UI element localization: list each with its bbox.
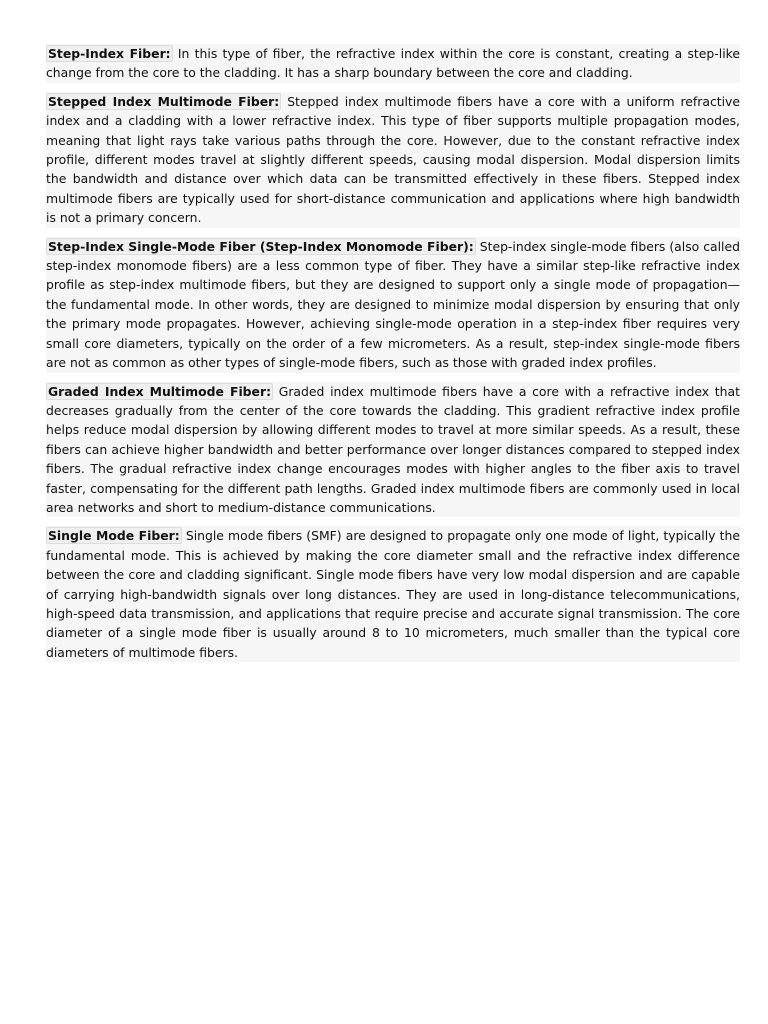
paragraph-step-index-fiber — [46, 44, 740, 83]
term-heading: Stepped Index Multimode Fiber: — [48, 93, 280, 109]
term-heading: Step-Index Single-Mode Fiber (Step-Index Monomode Fiber): — [48, 238, 474, 254]
paragraph-text: Single mode fibers (SMF) are designed to propagate only one mode of light, typically the fundamental mode. This is achieved by making the core diameter small and the refractive index difference between the core and cladding significant. Single mode fibers have very low modal dispersion and are capable of carrying high-bandwidth signals over long distances. They are used in long-distance telecommunications, high-speed data transmission, and applications that require precise and accurate signal transmission. The core diameter of a single mode fiber is usually around 8 to 10 micrometers, much smaller than the typical core diameters of multimode fibers. — [46, 528, 740, 660]
paragraph-graded-index-multimode-fiber — [46, 382, 740, 518]
paragraph-text: Stepped index multimode fibers have a core with a uniform refractive index and a cladding with a lower refractive index. This type of fiber supports multiple propagation modes, meaning that light rays take various paths through the core. However, due to the constant refractive index profile, different modes travel at slightly different speeds, causing modal dispersion. Modal dispersion limits the bandwidth and distance over which data can be transmitted effectively in these fibers. Stepped index multimode fibers are typically used for short-distance communication and applications where high bandwidth is not a primary concern. — [46, 93, 741, 226]
paragraph-text: Step-index single-mode fibers (also called step-index monomode fibers) are a less common type of fiber. They have a similar step-like refractive index profile as step-index multimode fibers, but they are designed to support only a single mode of propagation—the fundamental mode. In other words, they are designed to minimize modal dispersion by ensuring that only the primary mode propagates. However, achieving single-mode operation in a step-index fiber requires very small core diameters, typically on the order of a few micrometers. As a result, step-index single-mode fibers are not as common as other types of single-mode fibers, such as those with graded index profiles. — [46, 238, 740, 371]
paragraph-single-mode-fiber — [46, 526, 740, 662]
document-body — [46, 44, 740, 671]
paragraph-stepped-index-multimode-fiber — [46, 92, 740, 228]
term-heading: Graded Index Multimode Fiber: — [48, 383, 272, 399]
paragraph-text: In this type of fiber, the refractive index within the core is constant, creating a step-like change from the core to the cladding. It has a sharp boundary between the core and cladding. — [46, 46, 740, 81]
paragraph-step-index-single-mode-fiber — [46, 237, 740, 373]
term-heading: Single Mode Fiber: — [48, 528, 180, 544]
paragraph-text: Graded index multimode fibers have a core with a refractive index that decreases gradually from the center of the core towards the cladding. This gradient refractive index profile helps reduce modal dispersion by allowing different modes to travel at more similar speeds. As a result, these fibers can achieve higher bandwidth and better performance over longer distances compared to stepped index fibers. The gradual refractive index change encourages modes with higher angles to the fiber axis to travel faster, compensating for the different path lengths. Graded index multimode fibers are commonly used in local area networks and short to medium-distance communications. — [46, 383, 740, 515]
term-heading: Step-Index Fiber: — [48, 46, 171, 61]
